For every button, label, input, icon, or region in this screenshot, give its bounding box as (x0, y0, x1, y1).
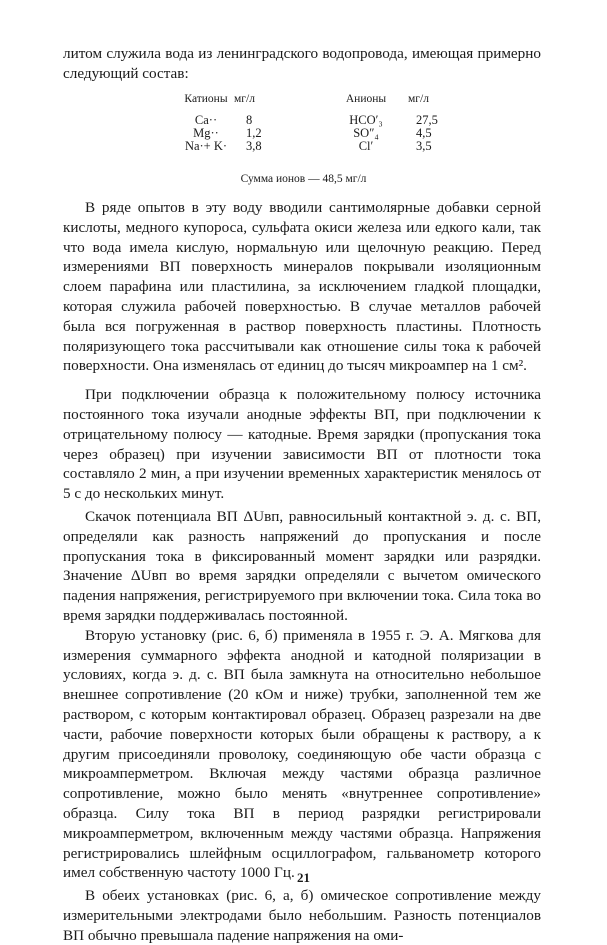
cation-value: 8 (246, 113, 253, 127)
cation-ion: Ca·· (194, 113, 218, 127)
anions-value-column (408, 93, 454, 153)
anions-name-column (340, 93, 392, 153)
anion-ion: SO″₄ (353, 126, 379, 140)
intro-text: литом служила вода из ленинградского водопровода, имеющая примерно следующий состав: (63, 45, 541, 82)
anion-value: 4,5 (416, 126, 432, 140)
cations-name-column (174, 93, 238, 153)
cations-unit-header: мг/л (234, 93, 255, 105)
anion-ion: HCO′₃ (349, 113, 383, 127)
paragraph: В ряде опытов в эту воду вводили сантимолярные добавки серной кислоты, медного купороса, сульфата окиси железа или едкого кали, так что вода имела кислую, нормальную или щелочную реакцию. Перед измерениями ВП поверхность минералов покрывали изоляционным слоем парафина или пластилина, за исключением гладкой площадки, которая служила рабочей поверхностью. В случае металлов рабочей была вся погруженная в раствор поверхность пластины. Плотность поляризующего тока рассчитывали как отношение силы тока к рабочей поверхности. Она изменялась от единиц до тысяч микроампер на 1 см². (63, 199, 541, 375)
cations-value-column (234, 93, 286, 153)
page-number: 21 (297, 870, 310, 885)
cation-ion: Na·+ K· (184, 139, 228, 153)
anions-unit-header: мг/л (408, 93, 429, 105)
cation-value: 1,2 (246, 126, 262, 140)
anion-value: 3,5 (416, 139, 432, 153)
paragraph: В обеих установках (рис. 6, а, б) омическое сопротивление между измерительными электродами было небольшим. Разность потенциалов ВП обычно превышала падение напряжения на оми- (63, 887, 541, 944)
anion-value: 27,5 (416, 113, 438, 127)
paragraph: Скачок потенциала ВП ΔUвп, равносильный контактной э. д. с. ВП, определяли как разность напряжений до пропускания и после пропускания тока в фиксированный момент зарядки или разрядки. Значение ΔUвп во время зарядки определяли с вычетом омического падения напряжения, регистрируемого при включении тока. Сила тока во время зарядки поддерживалась постоянной. (63, 507, 541, 624)
anion-ion: Cl′ (358, 139, 374, 153)
cation-ion: Mg·· (193, 126, 219, 140)
anions-header: Анионы (345, 93, 387, 105)
ion-sum-line: Сумма ионов — 48,5 мг/л (240, 173, 367, 185)
paragraph: Вторую установку (рис. 6, б) применяла в 1955 г. Э. А. Мягкова для измерения суммарного эффекта анодной и катодной поляризации в условиях, когда э. д. с. ВП была замкнута на относительно небольшое внешнее сопротивление (20 кОм и ниже) трубки, заполненной тем же раствором, с которым контактировал образец. Образец разрезали на две части, рабочие поверхности которых были обращены к раствору, а к другим присоединяли проволоку, соединяющую обе части образца с микроамперметром. Включая между частями образца различное сопротивление, можно было менять «внутреннее сопротивление» образца. Силу тока ВП в период разрядки регистрировали микроамперметром, включенным между частями образца. Напряжения регистрировались шлейфным осциллографом, гальванометр которого имел собственную частоту 1000 Гц. (63, 626, 541, 882)
cations-header: Катионы (184, 93, 228, 105)
body-text (63, 198, 541, 945)
ion-composition-table (0, 93, 607, 163)
paragraph: При подключении образца к положительному полюсу источника постоянного тока изучали анодные эффекты ВП, при подключении к отрицательному полюсу — катодные. Время зарядки (пропускания тока через образец) при изучении зависимости ВП от плотности тока составляло 2 мин, а при изучении временных характеристик менялось от 5 с до нескольких минут. (63, 386, 541, 503)
cation-value: 3,8 (246, 139, 262, 153)
intro-paragraph (63, 44, 541, 84)
